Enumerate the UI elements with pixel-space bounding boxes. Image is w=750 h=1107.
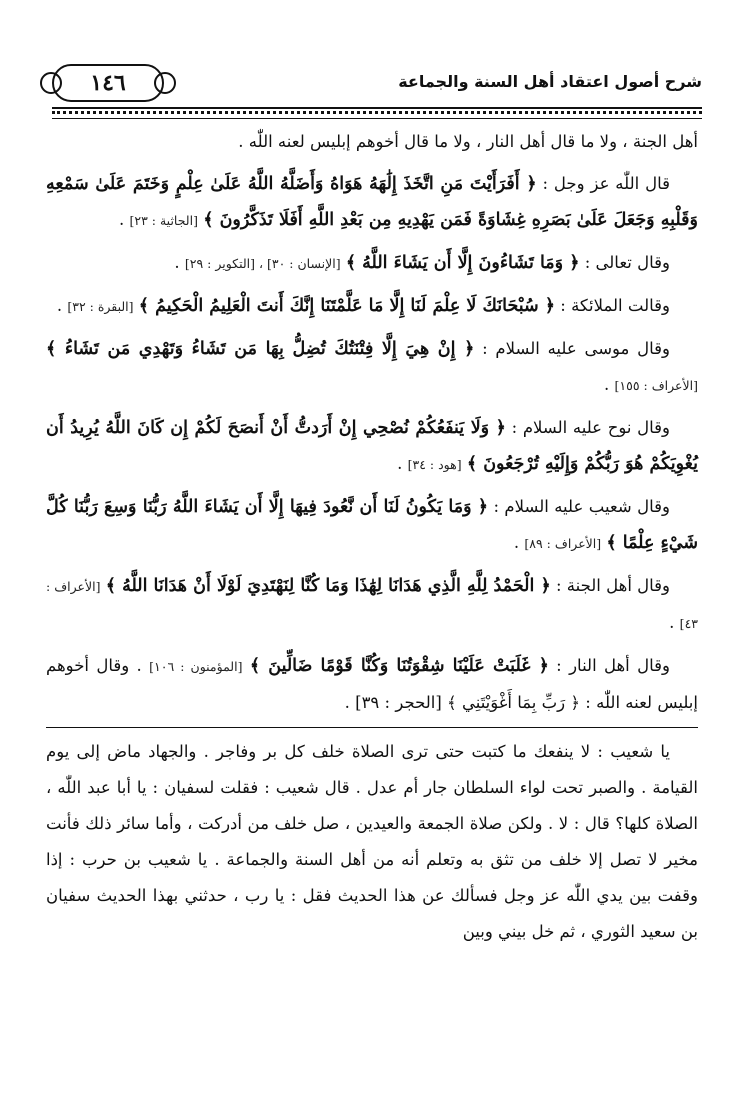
paragraph-intro: وقال نوح عليه السلام :	[511, 418, 671, 437]
quran-verse: ﴿ وَمَا يَكُونُ لَنَا أَن نَّعُودَ فِيهَا إِلَّا أَن يَشَاءَ اللَّهُ رَبُّنَا وَسِعَ رَبُّنَا كُلَّ شَيْءٍ عِلْمًا ﴾	[46, 497, 698, 553]
quran-verse: ﴿ أَفَرَأَيْتَ مَنِ اتَّخَذَ إِلَٰهَهُ هَوَاهُ وَأَضَلَّهُ اللَّهُ عَلَىٰ عِلْمٍ وَخَتَمَ عَلَىٰ سَمْعِهِ وَقَلْبِهِ وَجَعَلَ عَلَىٰ بَصَرِهِ غِشَاوَةً فَمَن يَهْدِيهِ مِن بَعْدِ اللَّهِ أَفَلَا تَذَكَّرُونَ ﴾	[46, 174, 698, 230]
page-number: ١٤٦	[52, 64, 164, 102]
page-header	[52, 64, 702, 104]
narration-block	[46, 734, 698, 950]
quran-verse: ﴿ وَمَا تَشَاءُونَ إِلَّا أَن يَشَاءَ اللَّهُ ﴾	[345, 253, 580, 273]
quran-verse: ﴿ سُبْحَانَكَ لَا عِلْمَ لَنَا إِلَّا مَا عَلَّمْتَنَا إِنَّكَ أَنتَ الْعَلِيمُ الْحَكِيمُ ﴾	[138, 296, 556, 316]
paragraph	[46, 245, 698, 282]
verse-reference: [الأعراف : ٨٩]	[524, 536, 602, 551]
paragraph	[46, 288, 698, 325]
narration-text: يا شعيب : لا ينفعك ما كتبت حتى ترى الصلاة خلف كل بر وفاجر . والجهاد ماض إلى يوم القيامة . والصبر تحت لواء السلطان جار أم عدل . قال شعيب : فقلت لسفيان : يا أبا عبد اللّٰه ، الصلاة كلها؟ قال : لا . ولكن صلاة الجمعة والعيدين ، صل خلف من أدركت ، وأما سائر ذلك فأنت مخير لا تصل إلا خلف من تثق به وتعلم أنه من أهل السنة والجماعة . يا شعيب بن حرب : إذا وقفت بين يدي اللّٰه عز وجل فسألك عن هذا الحديث فقل : يا رب ، حدثني بهذا الحديث سفيان بن سعيد الثوري ، ثم خل بيني وبين	[46, 742, 698, 941]
quran-verse: ﴿ وَلَا يَنفَعُكُمْ نُصْحِي إِنْ أَرَدتُّ أَنْ أَنصَحَ لَكُمْ إِن كَانَ اللَّهُ يُرِيدُ أَن يُغْوِيَكُمْ هُوَ رَبُّكُمْ وَإِلَيْهِ تُرْجَعُونَ ﴾	[46, 418, 698, 474]
header-dotted-rule	[52, 111, 702, 114]
header-thin-rule	[52, 118, 702, 119]
quran-verse: ﴿ غَلَبَتْ عَلَيْنَا شِقْوَتُنَا وَكُنَّا قَوْمًا ضَالِّينَ ﴾	[249, 656, 549, 676]
header-rule	[52, 107, 702, 109]
verse-reference: [الإنسان : ٣٠] ، [التكوير : ٢٩]	[184, 256, 341, 271]
paragraph-tail: .	[56, 296, 63, 315]
paragraph-tail: . وقال أخوهم إبليس لعنه اللّٰه : ﴿ رَبِّ بِمَا أَغْوَيْتَنِي ﴾ [الحجر : ٣٩] .	[46, 656, 698, 712]
paragraph-intro: وقال أهل الجنة :	[555, 576, 671, 595]
verse-reference: [البقرة : ٣٢]	[67, 299, 134, 314]
verse-reference: [الجاثية : ٢٣]	[129, 213, 198, 228]
paragraph-tail: .	[604, 375, 610, 394]
page-body	[46, 124, 698, 950]
paragraph-tail: .	[118, 210, 125, 229]
paragraph-intro: وقال أهل النار :	[556, 656, 670, 675]
paragraph-intro: وقالت الملائكة :	[560, 296, 670, 315]
verse-reference: [الأعراف : ٤٣]	[46, 579, 698, 631]
verse-reference: [هود : ٣٤]	[407, 457, 462, 472]
paragraph-intro: وقال تعالى :	[584, 253, 670, 272]
paragraph	[46, 166, 698, 239]
quran-verse: ﴿ إِنْ هِيَ إِلَّا فِتْنَتُكَ تُضِلُّ بِهَا مَن تَشَاءُ وَتَهْدِي مَن تَشَاءُ ﴾	[46, 339, 475, 359]
paragraph	[46, 331, 698, 404]
paragraph-tail: .	[174, 253, 180, 272]
paragraph-text: أهل الجنة ، ولا ما قال أهل النار ، ولا ما قال أخوهم إبليس لعنه اللّٰه .	[238, 132, 698, 151]
paragraph	[46, 648, 698, 721]
paragraph	[46, 124, 698, 160]
book-title: شرح أصول اعتقاد أهل السنة والجماعة	[398, 72, 702, 91]
paragraph	[46, 410, 698, 483]
verse-reference: [الأعراف : ١٥٥]	[614, 378, 698, 393]
quran-verse: ﴿ الْحَمْدُ لِلَّهِ الَّذِي هَدَانَا لِهَٰذَا وَمَا كُنَّا لِنَهْتَدِيَ لَوْلَا أَنْ هَدَانَا اللَّهُ ﴾	[105, 576, 551, 596]
paragraph	[46, 568, 698, 642]
paragraph-tail: .	[669, 613, 675, 632]
paragraph-tail: .	[397, 454, 403, 473]
paragraph	[46, 489, 698, 562]
section-divider	[46, 727, 698, 728]
verse-reference: [المؤمنون : ١٠٦]	[149, 659, 243, 674]
paragraph-intro: قال اللّٰه عز وجل :	[542, 174, 670, 193]
paragraph-intro: وقال شعيب عليه السلام :	[493, 497, 670, 516]
paragraph-tail: .	[513, 533, 520, 552]
paragraph-intro: وقال موسى عليه السلام :	[482, 339, 671, 358]
